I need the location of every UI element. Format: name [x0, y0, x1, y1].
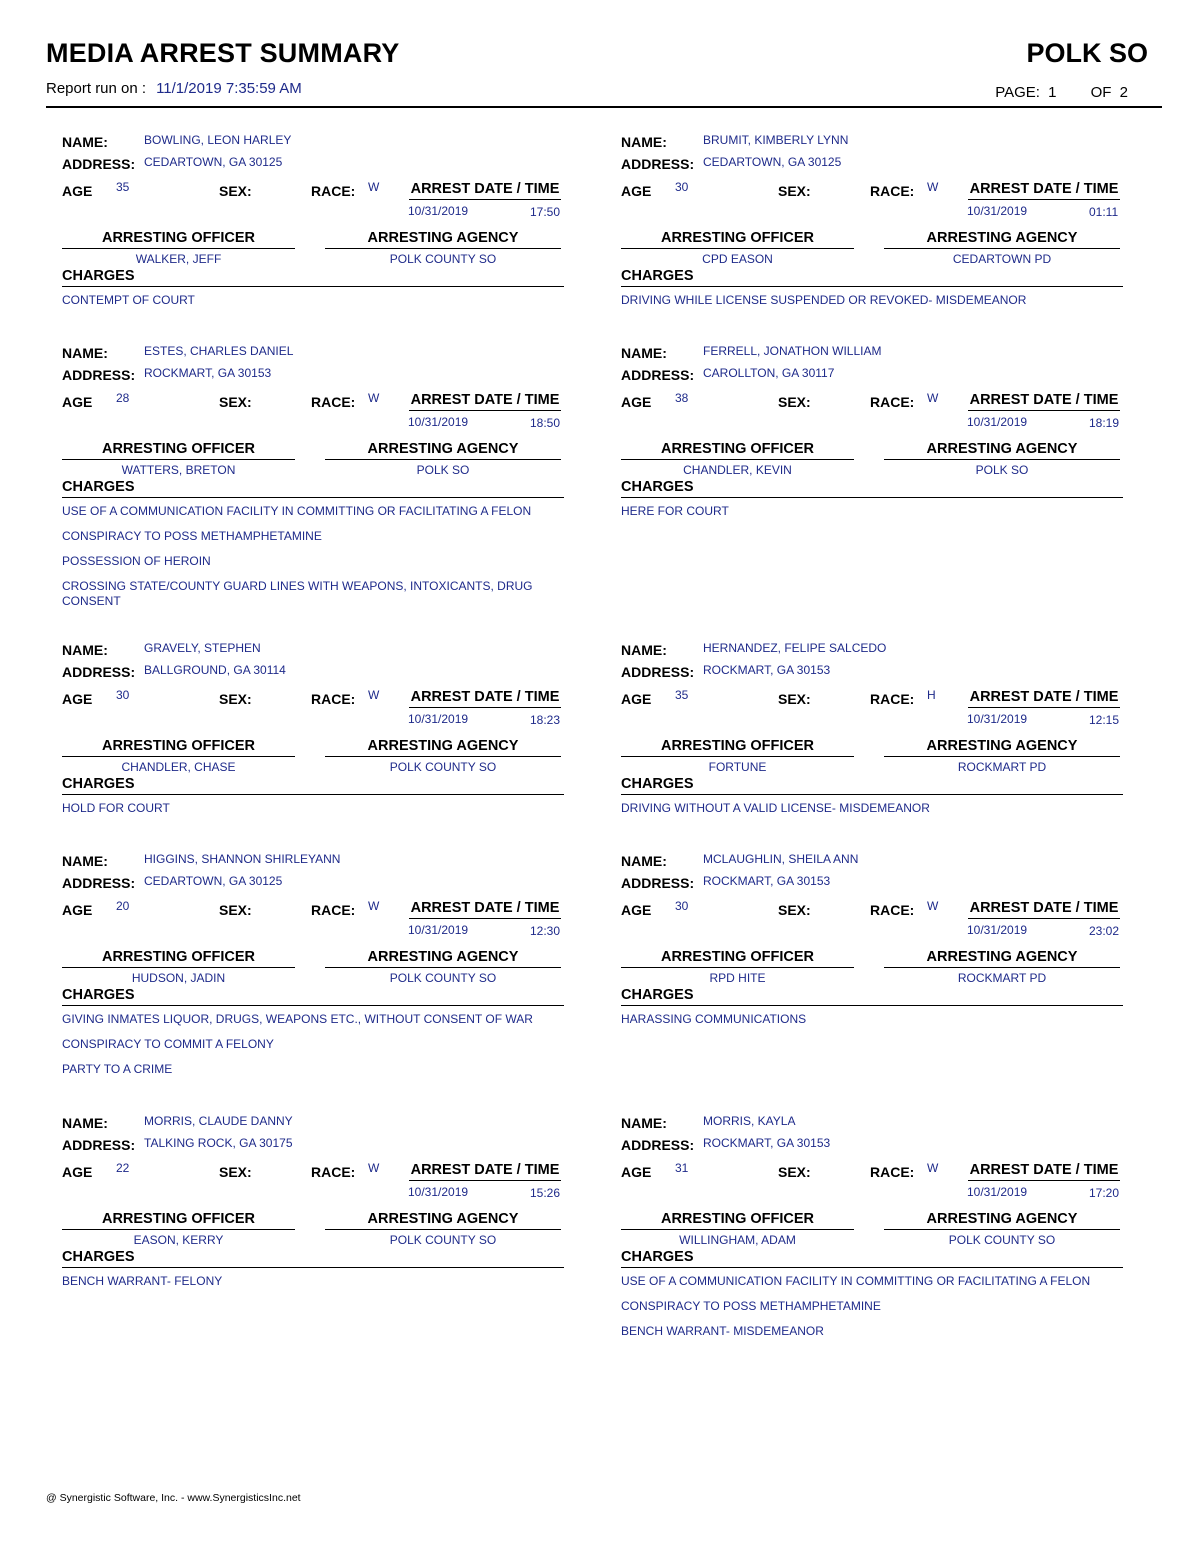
arresting-agency-label: ARRESTING AGENCY	[325, 738, 561, 757]
arrest-record	[62, 1109, 564, 1349]
header-divider	[46, 106, 1162, 108]
arresting-officer: CHANDLER, CHASE	[121, 760, 236, 774]
arrestee-name: ESTES, CHARLES DANIEL	[144, 344, 294, 358]
address-label: ADDRESS:	[621, 1137, 695, 1153]
arresting-officer: CPD EASON	[702, 252, 773, 266]
race-value: W	[368, 1161, 380, 1175]
charge-item: CONSPIRACY TO COMMIT A FELONY	[62, 1037, 274, 1051]
charge-item: HARASSING COMMUNICATIONS	[621, 1012, 807, 1026]
arrest-date: 10/31/2019	[408, 415, 469, 429]
arrest-record	[62, 128, 564, 368]
age-value: 30	[675, 899, 689, 913]
arresting-officer-label: ARRESTING OFFICER	[62, 1211, 295, 1230]
arrest-date: 10/31/2019	[967, 415, 1028, 429]
age-label: AGE	[621, 1164, 652, 1180]
race-label: RACE:	[311, 394, 356, 410]
race-value: H	[927, 688, 936, 702]
charges-list	[621, 504, 1123, 529]
arrest-date: 10/31/2019	[408, 1185, 469, 1199]
arrest-record	[621, 128, 1123, 368]
age-value: 35	[675, 688, 689, 702]
arrestee-name: GRAVELY, STEPHEN	[144, 641, 261, 655]
race-label: RACE:	[311, 183, 356, 199]
arrestee-address: TALKING ROCK, GA 30175	[144, 1136, 293, 1150]
arresting-officer: CHANDLER, KEVIN	[683, 463, 792, 477]
page-total: 2	[1119, 84, 1128, 101]
address-label: ADDRESS:	[62, 664, 136, 680]
charge-item: DRIVING WHILE LICENSE SUSPENDED OR REVOKED- MISDEMEANOR	[621, 293, 1027, 307]
charge-item: CONSPIRACY TO POSS METHAMPHETAMINE	[62, 529, 322, 543]
arrest-time: 17:50	[530, 205, 561, 219]
address-label: ADDRESS:	[62, 875, 136, 891]
charge-item: GIVING INMATES LIQUOR, DRUGS, WEAPONS ETC., WITHOUT CONSENT OF WAR	[62, 1012, 533, 1026]
arrestee-name: BRUMIT, KIMBERLY LYNN	[703, 133, 849, 147]
charges-list	[62, 801, 564, 826]
arresting-agency-label: ARRESTING AGENCY	[884, 738, 1120, 757]
age-value: 30	[675, 180, 689, 194]
address-label: ADDRESS:	[621, 156, 695, 172]
arrest-date-time-label: ARREST DATE / TIME	[968, 1162, 1120, 1181]
race-value: W	[927, 899, 939, 913]
sex-label: SEX:	[778, 1164, 811, 1180]
charges-label: CHARGES	[621, 987, 1123, 1006]
age-value: 30	[116, 688, 130, 702]
arrestee-address: CEDARTOWN, GA 30125	[144, 874, 283, 888]
arrest-time: 18:50	[530, 416, 561, 430]
age-label: AGE	[62, 691, 93, 707]
arrest-record	[62, 847, 564, 1087]
arrestee-address: CEDARTOWN, GA 30125	[144, 155, 283, 169]
charges-list	[62, 1274, 564, 1299]
charges-list	[621, 1012, 1123, 1037]
sex-label: SEX:	[219, 183, 252, 199]
address-label: ADDRESS:	[621, 367, 695, 383]
arresting-agency: CEDARTOWN PD	[952, 252, 1052, 266]
race-label: RACE:	[870, 1164, 915, 1180]
arresting-officer-label: ARRESTING OFFICER	[621, 230, 854, 249]
arrest-date: 10/31/2019	[408, 923, 469, 937]
age-label: AGE	[62, 394, 93, 410]
arrestee-address: CEDARTOWN, GA 30125	[703, 155, 842, 169]
arrest-date-time-label: ARREST DATE / TIME	[409, 1162, 561, 1181]
sex-label: SEX:	[778, 394, 811, 410]
sex-label: SEX:	[778, 691, 811, 707]
arrest-time: 18:23	[530, 713, 561, 727]
arrestee-address: CAROLLTON, GA 30117	[703, 366, 835, 380]
address-label: ADDRESS:	[621, 664, 695, 680]
charges-label: CHARGES	[621, 268, 1123, 287]
arrestee-address: ROCKMART, GA 30153	[703, 1136, 831, 1150]
charge-item: USE OF A COMMUNICATION FACILITY IN COMMITTING OR FACILITATING A FELON	[621, 1274, 1091, 1288]
arresting-officer-label: ARRESTING OFFICER	[621, 1211, 854, 1230]
arrest-date-time-label: ARREST DATE / TIME	[968, 181, 1120, 200]
name-label: NAME:	[62, 642, 108, 658]
race-value: W	[927, 391, 939, 405]
arrestee-name: MORRIS, CLAUDE DANNY	[144, 1114, 293, 1128]
arrest-record	[621, 847, 1123, 1087]
arrestee-name: HERNANDEZ, FELIPE SALCEDO	[703, 641, 887, 655]
race-label: RACE:	[870, 691, 915, 707]
age-label: AGE	[62, 902, 93, 918]
arrest-date: 10/31/2019	[967, 923, 1028, 937]
arrest-time: 01:11	[1089, 205, 1119, 219]
charge-item: CONSPIRACY TO POSS METHAMPHETAMINE	[621, 1299, 881, 1313]
arresting-officer: WATTERS, BRETON	[121, 463, 236, 477]
charges-label: CHARGES	[62, 1249, 564, 1268]
arresting-officer-label: ARRESTING OFFICER	[621, 949, 854, 968]
charge-item: CROSSING STATE/COUNTY GUARD LINES WITH WEAPONS, INTOXICANTS, DRUG CONSENT	[62, 579, 533, 608]
arrestee-address: ROCKMART, GA 30153	[144, 366, 272, 380]
charges-list	[62, 1012, 564, 1087]
race-value: W	[368, 688, 380, 702]
arrest-date-time-label: ARREST DATE / TIME	[409, 181, 561, 200]
charges-label: CHARGES	[62, 776, 564, 795]
agency-title: POLK SO	[1026, 38, 1148, 68]
address-label: ADDRESS:	[62, 156, 136, 172]
charge-item: DRIVING WITHOUT A VALID LICENSE- MISDEMEANOR	[621, 801, 930, 815]
arresting-agency-label: ARRESTING AGENCY	[325, 230, 561, 249]
page-number: 1	[1048, 84, 1057, 101]
address-label: ADDRESS:	[62, 367, 136, 383]
footer: @ Synergistic Software, Inc. - www.SynergisticsInc.net	[46, 1492, 301, 1504]
name-label: NAME:	[621, 345, 667, 361]
of-label: OF	[1090, 84, 1112, 101]
age-label: AGE	[62, 1164, 93, 1180]
arrest-date: 10/31/2019	[967, 712, 1028, 726]
charges-list	[621, 801, 1123, 826]
charges-list	[62, 504, 564, 619]
arrestee-name: MORRIS, KAYLA	[703, 1114, 796, 1128]
arresting-officer: FORTUNE	[708, 760, 767, 774]
charge-item: HOLD FOR COURT	[62, 801, 170, 815]
age-label: AGE	[621, 902, 652, 918]
arrest-record	[621, 636, 1123, 876]
arresting-officer: WILLINGHAM, ADAM	[679, 1233, 796, 1247]
arresting-agency-label: ARRESTING AGENCY	[884, 949, 1120, 968]
report-title: MEDIA ARREST SUMMARY	[46, 38, 400, 68]
age-label: AGE	[621, 183, 652, 199]
sex-label: SEX:	[219, 691, 252, 707]
arrest-time: 12:15	[1089, 713, 1120, 727]
age-value: 20	[116, 899, 130, 913]
arrest-record	[621, 1109, 1123, 1349]
charges-label: CHARGES	[621, 479, 1123, 498]
charges-list	[621, 293, 1123, 318]
arresting-officer: WALKER, JEFF	[135, 252, 222, 266]
arrest-date-time-label: ARREST DATE / TIME	[409, 900, 561, 919]
age-value: 35	[116, 180, 130, 194]
sex-label: SEX:	[219, 394, 252, 410]
sex-label: SEX:	[219, 902, 252, 918]
name-label: NAME:	[621, 1115, 667, 1131]
arresting-officer: HUDSON, JADIN	[131, 971, 226, 985]
charge-item: BENCH WARRANT- FELONY	[62, 1274, 223, 1288]
charge-item: POSSESSION OF HEROIN	[62, 554, 211, 568]
arresting-officer: EASON, KERRY	[133, 1233, 224, 1247]
name-label: NAME:	[621, 642, 667, 658]
arresting-agency: POLK COUNTY SO	[389, 760, 497, 774]
arrest-date: 10/31/2019	[967, 1185, 1028, 1199]
arresting-officer-label: ARRESTING OFFICER	[62, 738, 295, 757]
arresting-agency: ROCKMART PD	[957, 971, 1047, 985]
age-value: 31	[675, 1161, 689, 1175]
charge-item: HERE FOR COURT	[621, 504, 729, 518]
race-label: RACE:	[870, 183, 915, 199]
arresting-agency: POLK SO	[975, 463, 1029, 477]
arrestee-name: BOWLING, LEON HARLEY	[144, 133, 292, 147]
arrestee-address: BALLGROUND, GA 30114	[144, 663, 286, 677]
arresting-agency-label: ARRESTING AGENCY	[884, 230, 1120, 249]
arresting-agency: POLK COUNTY SO	[389, 252, 497, 266]
page-indicator	[995, 84, 1132, 101]
race-value: W	[368, 391, 380, 405]
run-on-label: Report run on :	[46, 80, 147, 97]
arrest-time: 18:19	[1089, 416, 1120, 430]
arrest-time: 12:30	[530, 924, 561, 938]
arresting-agency: POLK COUNTY SO	[948, 1233, 1056, 1247]
arresting-agency-label: ARRESTING AGENCY	[325, 441, 561, 460]
age-value: 38	[675, 391, 689, 405]
race-label: RACE:	[311, 902, 356, 918]
arrest-date: 10/31/2019	[967, 204, 1028, 218]
charge-item: CONTEMPT OF COURT	[62, 293, 195, 307]
arrest-date: 10/31/2019	[408, 204, 469, 218]
race-value: W	[368, 180, 380, 194]
race-value: W	[368, 899, 380, 913]
arrest-time: 23:02	[1089, 924, 1120, 938]
name-label: NAME:	[621, 853, 667, 869]
charges-label: CHARGES	[62, 479, 564, 498]
address-label: ADDRESS:	[621, 875, 695, 891]
race-label: RACE:	[311, 691, 356, 707]
age-label: AGE	[621, 394, 652, 410]
arresting-agency: ROCKMART PD	[957, 760, 1047, 774]
sex-label: SEX:	[778, 902, 811, 918]
arresting-agency: POLK SO	[416, 463, 470, 477]
arresting-officer-label: ARRESTING OFFICER	[62, 230, 295, 249]
charge-item: PARTY TO A CRIME	[62, 1062, 173, 1076]
charges-label: CHARGES	[62, 268, 564, 287]
arrest-time: 17:20	[1089, 1186, 1120, 1200]
run-on-value: 11/1/2019 7:35:59 AM	[156, 80, 302, 97]
report-run-on	[46, 80, 302, 97]
age-value: 22	[116, 1161, 130, 1175]
charges-list	[621, 1274, 1123, 1349]
arresting-agency: POLK COUNTY SO	[389, 971, 497, 985]
arresting-officer-label: ARRESTING OFFICER	[621, 441, 854, 460]
arrest-record	[62, 339, 564, 608]
arresting-agency-label: ARRESTING AGENCY	[884, 441, 1120, 460]
charges-label: CHARGES	[621, 1249, 1123, 1268]
arrest-date-time-label: ARREST DATE / TIME	[409, 392, 561, 411]
sex-label: SEX:	[778, 183, 811, 199]
arresting-officer-label: ARRESTING OFFICER	[62, 949, 295, 968]
charges-list	[62, 293, 564, 318]
arrestee-name: FERRELL, JONATHON WILLIAM	[703, 344, 882, 358]
name-label: NAME:	[62, 1115, 108, 1131]
arrestee-name: MCLAUGHLIN, SHEILA ANN	[703, 852, 859, 866]
address-label: ADDRESS:	[62, 1137, 136, 1153]
name-label: NAME:	[62, 345, 108, 361]
name-label: NAME:	[62, 853, 108, 869]
arrestee-name: HIGGINS, SHANNON SHIRLEYANN	[144, 852, 341, 866]
arresting-officer-label: ARRESTING OFFICER	[621, 738, 854, 757]
charges-label: CHARGES	[62, 987, 564, 1006]
charges-label: CHARGES	[621, 776, 1123, 795]
age-label: AGE	[621, 691, 652, 707]
sex-label: SEX:	[219, 1164, 252, 1180]
page-label: PAGE:	[995, 84, 1040, 101]
arresting-agency: POLK COUNTY SO	[389, 1233, 497, 1247]
race-label: RACE:	[870, 902, 915, 918]
arrestee-address: ROCKMART, GA 30153	[703, 874, 831, 888]
arresting-officer-label: ARRESTING OFFICER	[62, 441, 295, 460]
charge-item: BENCH WARRANT- MISDEMEANOR	[621, 1324, 824, 1338]
arresting-agency-label: ARRESTING AGENCY	[325, 1211, 561, 1230]
arrest-date-time-label: ARREST DATE / TIME	[968, 900, 1120, 919]
arrestee-address: ROCKMART, GA 30153	[703, 663, 831, 677]
arresting-officer: RPD HITE	[709, 971, 766, 985]
arrest-date-time-label: ARREST DATE / TIME	[409, 689, 561, 708]
arrest-time: 15:26	[530, 1186, 561, 1200]
charge-item: USE OF A COMMUNICATION FACILITY IN COMMITTING OR FACILITATING A FELON	[62, 504, 532, 518]
race-label: RACE:	[311, 1164, 356, 1180]
race-value: W	[927, 180, 939, 194]
arresting-agency-label: ARRESTING AGENCY	[884, 1211, 1120, 1230]
arrest-date: 10/31/2019	[408, 712, 469, 726]
arrest-date-time-label: ARREST DATE / TIME	[968, 689, 1120, 708]
arrest-date-time-label: ARREST DATE / TIME	[968, 392, 1120, 411]
arrest-record	[621, 339, 1123, 579]
arresting-agency-label: ARRESTING AGENCY	[325, 949, 561, 968]
age-label: AGE	[62, 183, 93, 199]
race-label: RACE:	[870, 394, 915, 410]
age-value: 28	[116, 391, 130, 405]
arrest-record	[62, 636, 564, 876]
name-label: NAME:	[621, 134, 667, 150]
name-label: NAME:	[62, 134, 108, 150]
race-value: W	[927, 1161, 939, 1175]
